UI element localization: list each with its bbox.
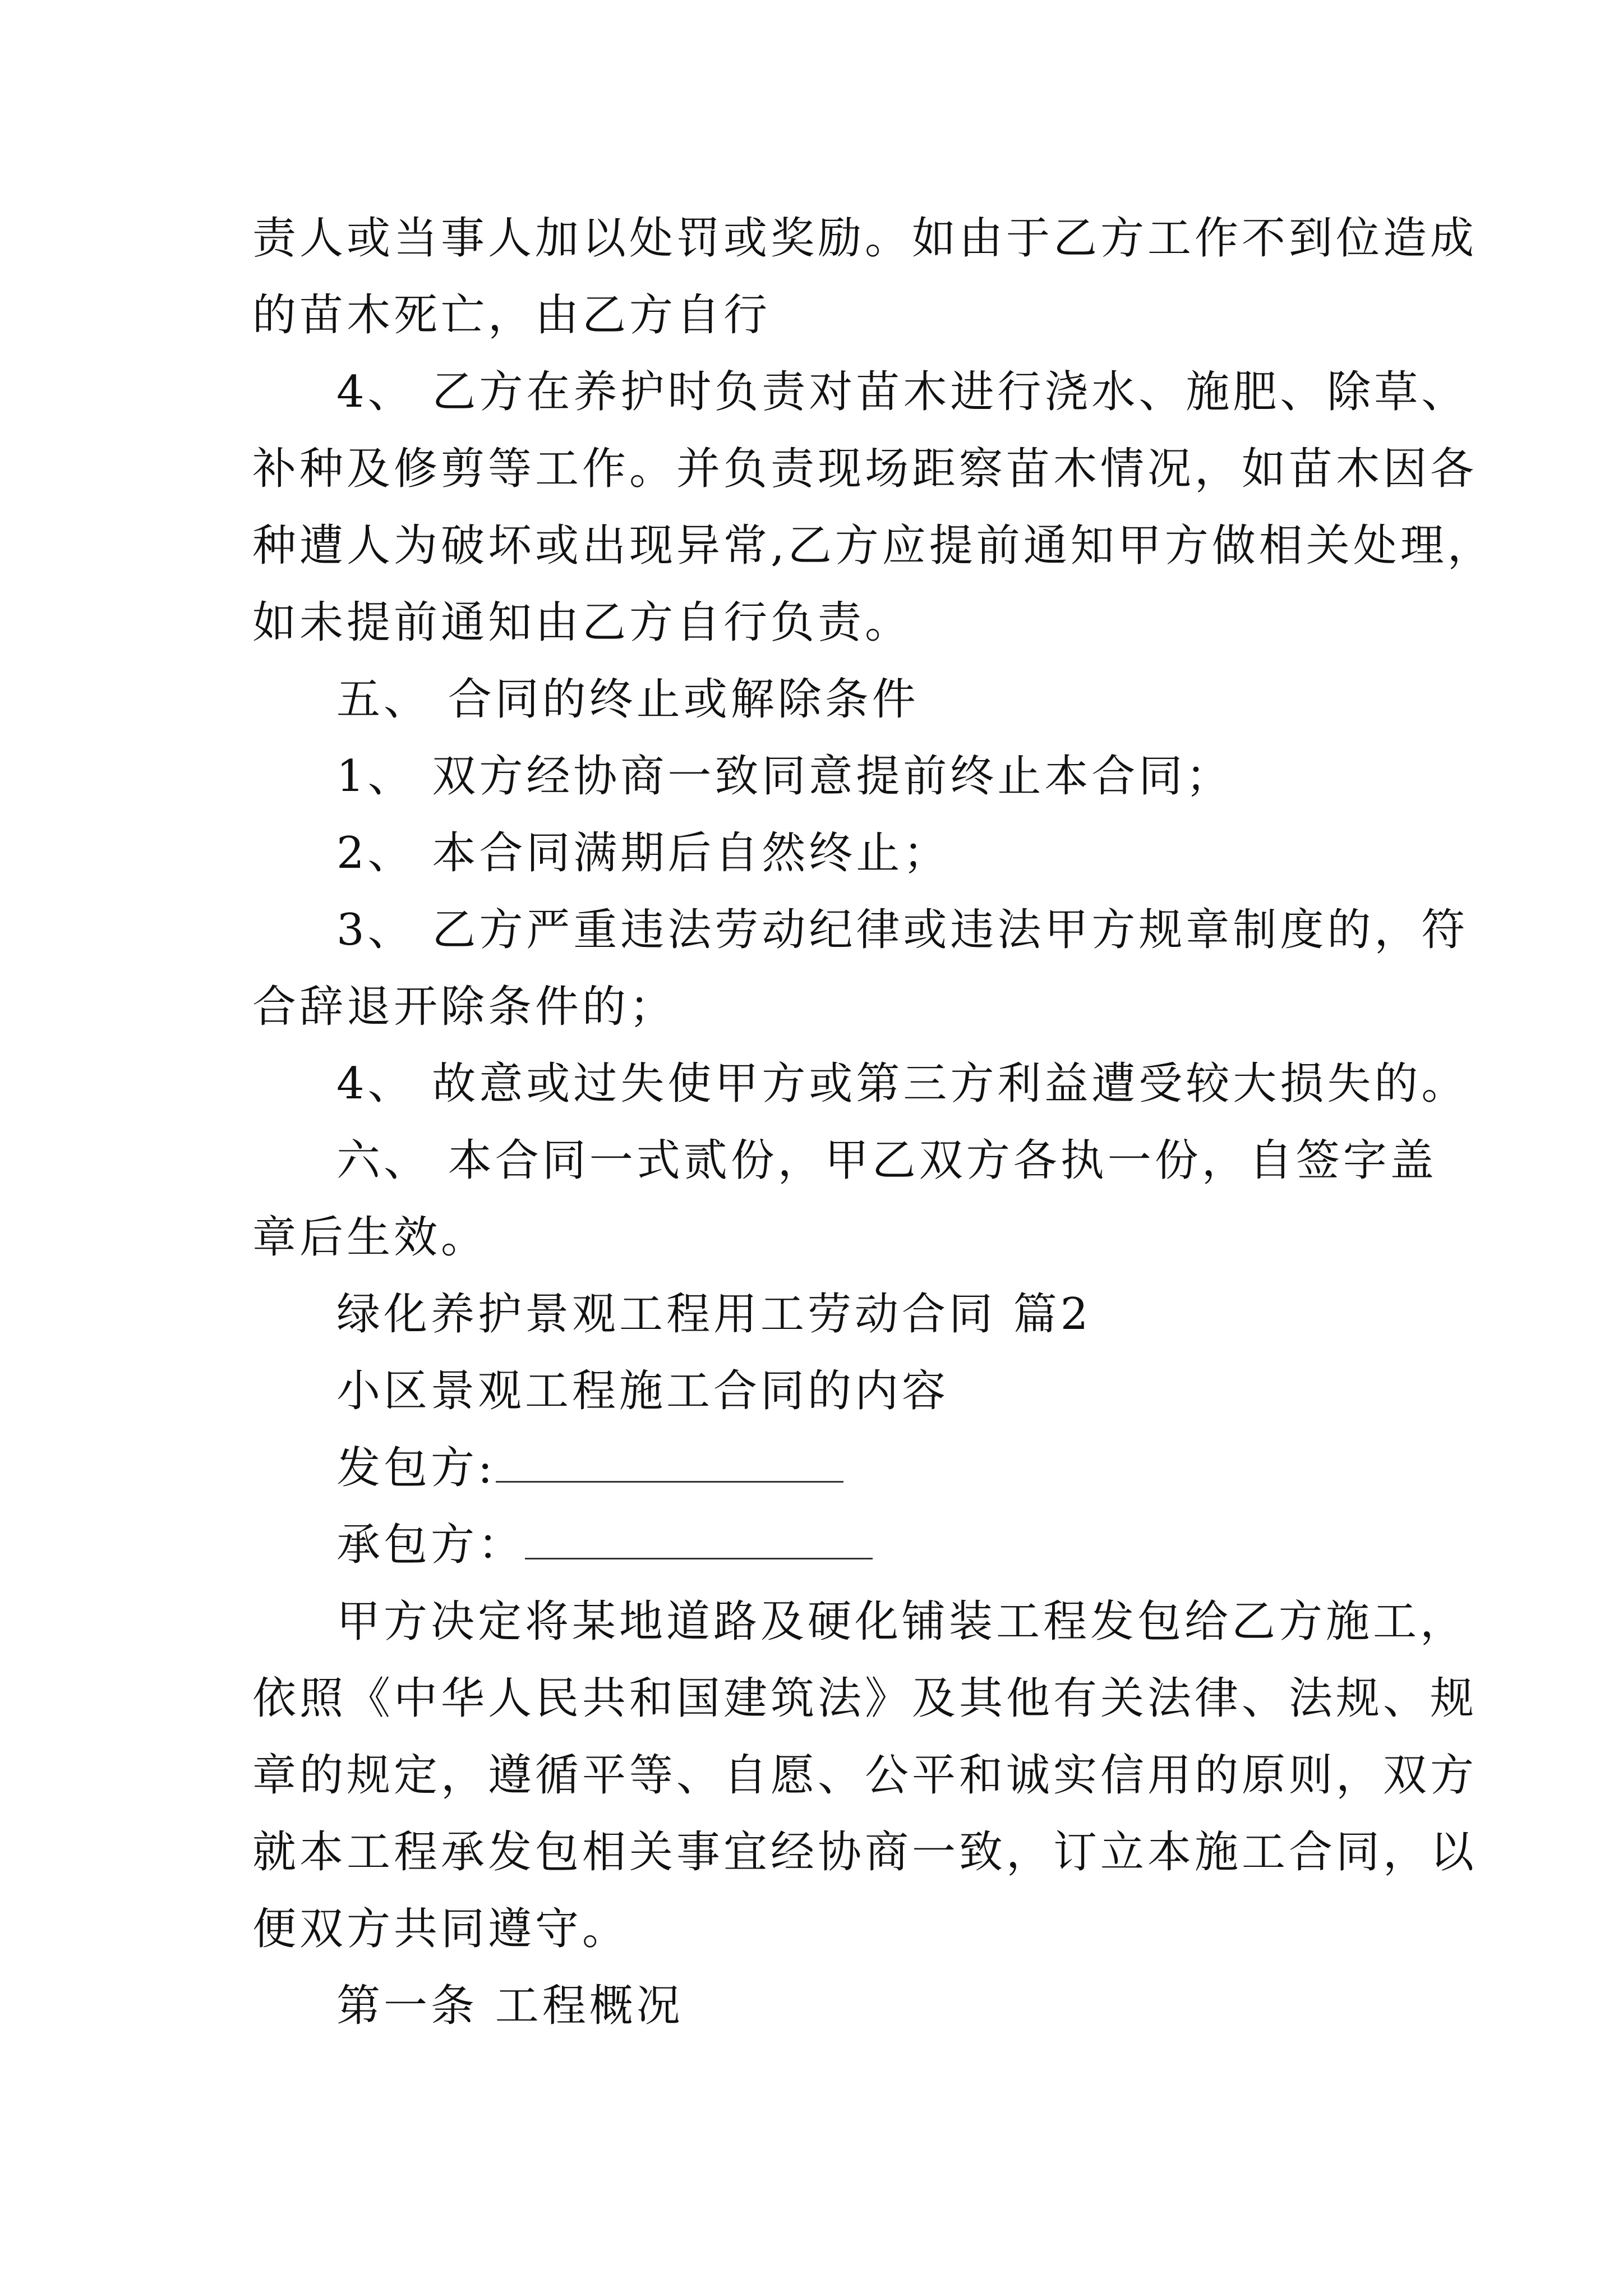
paragraph-line: 便双方共同遵守。 [252, 1904, 630, 1954]
paragraph-line: 如未提前通知由乙方自行负责。 [252, 597, 912, 648]
paragraph-line: 就本工程承发包相关事宜经协商一致，订立本施工合同，以 [252, 1827, 1478, 1878]
paragraph-line: 责人或当事人加以处罚或奖励。如由于乙方工作不到位造成 [252, 213, 1478, 264]
employer-blank [496, 1442, 843, 1483]
section-heading: 五、 合同的终止或解除条件 [336, 674, 919, 725]
paragraph-line: 补种及修剪等工作。并负责现场距察苗木情况，如苗木因各 [252, 444, 1478, 494]
contractor-blank [525, 1519, 873, 1559]
subtitle: 小区景观工程施工合同的内容 [336, 1366, 949, 1416]
paragraph-line: 种遭人为破坏或出现异常,乙方应提前通知甲方做相关处理， [252, 521, 1495, 571]
paragraph-line: 依照《中华人民共和国建筑法》及其他有关法律、法规、规 [252, 1673, 1478, 1724]
paragraph-line: 合辞退开除条件的； [252, 982, 677, 1032]
document-title: 绿化养护景观工程用工劳动合同 篇2 [336, 1289, 1092, 1340]
list-item: 4、 乙方在养护时负责对苗木进行浇水、施肥、除草、 [336, 367, 1469, 417]
paragraph-line: 章后生效。 [252, 1212, 488, 1263]
employer-label: 发包方: [336, 1443, 496, 1493]
list-item: 1、 双方经协商一致同意提前终止本合同； [336, 751, 1233, 802]
paragraph-line: 章的规定，遵循平等、自愿、公平和诚实信用的原则，双方 [252, 1750, 1478, 1801]
contractor-field [336, 1517, 873, 1573]
list-item: 2、 本合同满期后自然终止； [336, 828, 951, 878]
employer-field [336, 1440, 843, 1496]
paragraph-line: 甲方决定将某地道路及硬化铺装工程发包给乙方施工， [336, 1596, 1468, 1647]
list-item: 3、 乙方严重违法劳动纪律或违法甲方规章制度的，符 [336, 905, 1469, 955]
list-item: 4、 故意或过失使甲方或第三方利益遭受较大损失的。 [336, 1059, 1469, 1109]
section-heading: 六、 本合同一式贰份，甲乙双方各执一份，自签字盖 [336, 1135, 1437, 1186]
paragraph-line: 的苗木死亡，由乙方自行 [252, 290, 771, 341]
contractor-label: 承包方： [336, 1520, 525, 1570]
section-heading: 第一条 工程概况 [336, 1981, 684, 2031]
